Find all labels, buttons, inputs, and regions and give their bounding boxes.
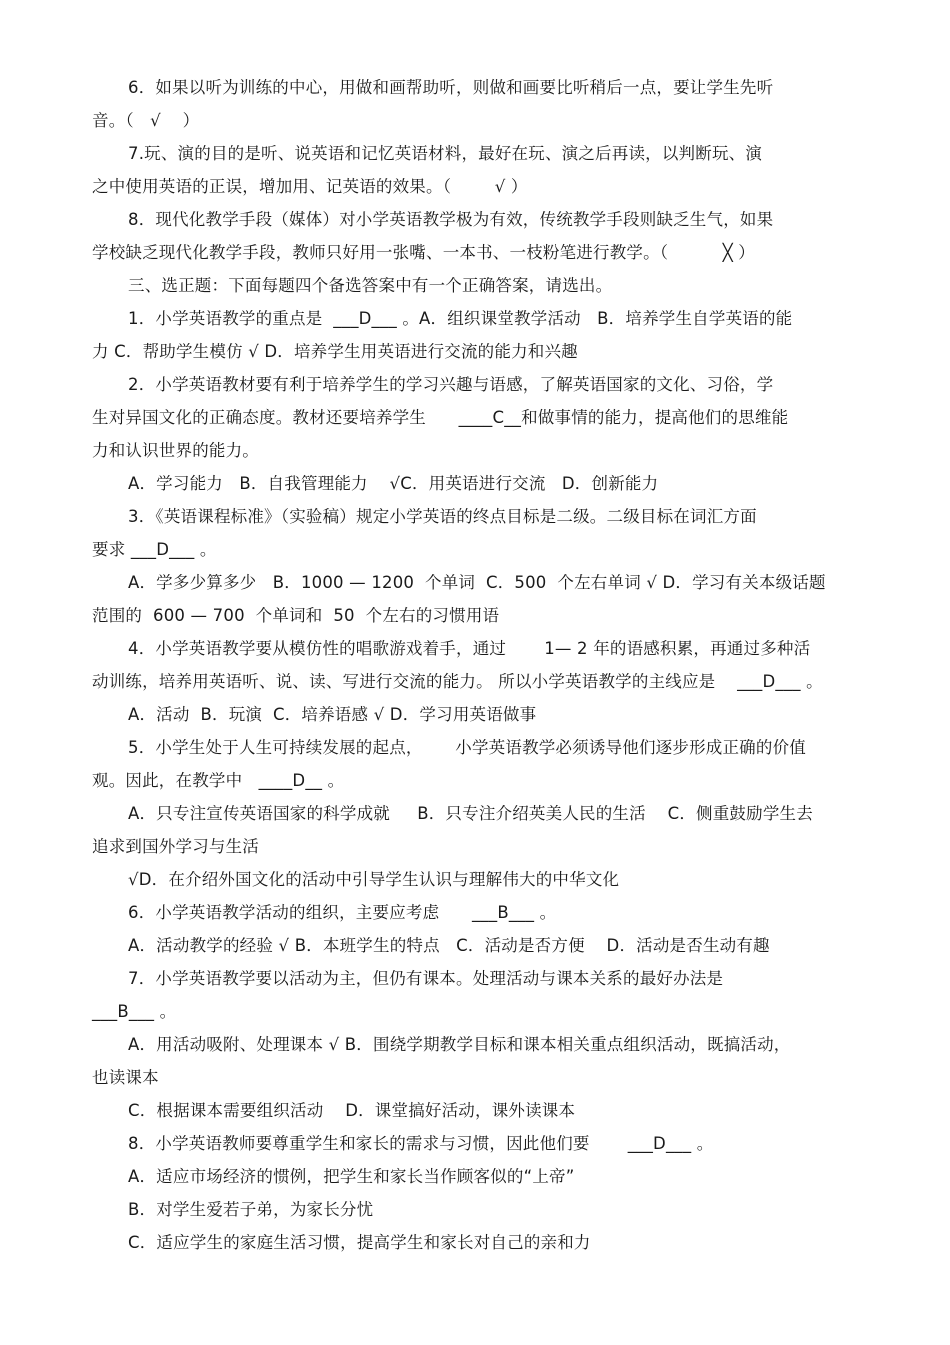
q7-judge-line1: 7.玩、演的目的是听、说英语和记忆英语材料，最好在玩、演之后再读，以判断玩、演 xyxy=(128,144,763,163)
mc-q5-line1: 5．小学生处于人生可持续发展的起点， 小学英语教学必须诱导他们逐步形成正确的价值 xyxy=(128,738,806,757)
mc-q6-options: A．活动教学的经验 √ B．本班学生的特点 C．活动是否方便 D．活动是否生动有趣 xyxy=(128,936,770,955)
mc-q4-options: A．活动 B．玩演 C．培养语感 √ D．学习用英语做事 xyxy=(128,705,537,724)
q6-judge-line2: 音。（ √ ） xyxy=(92,111,200,130)
mc-q8-option-b: B．对学生爱若子弟，为家长分忧 xyxy=(128,1200,374,1219)
section-heading: 三、选正题：下面每题四个备选答案中有一个正确答案，请选出。 xyxy=(128,276,613,295)
mc-q7-options-line2: 也读课本 xyxy=(92,1068,159,1087)
mc-q2-line2: 生对异国文化的正确态度。教材还要培养学生 ____C__和做事情的能力，提高他们的思维能 xyxy=(92,408,789,427)
mc-q3-options-line2: 范围的 600 — 700 个单词和 50 个左右的习惯用语 xyxy=(92,606,500,625)
q7-judge-line2: 之中使用英语的正误，增加用、记英语的效果。（ √ ） xyxy=(92,177,528,196)
mc-q8-option-c: C．适应学生的家庭生活习惯，提高学生和家长对自己的亲和力 xyxy=(128,1233,591,1252)
mc-q3-options-line1: A．学多少算多少 B．1000 — 1200 个单词 C．500 个左右单词 √ D．学习有关本级话题 xyxy=(128,573,826,592)
mc-q7-line1: 7．小学英语教学要以活动为主，但仍有课本。处理活动与课本关系的最好办法是 xyxy=(128,969,724,988)
mc-q5-option-d: √D．在介绍外国文化的活动中引导学生认识与理解伟大的中华文化 xyxy=(128,870,620,889)
mc-q8-line1: 8．小学英语教师要尊重学生和家长的需求与习惯，因此他们要 ___D___ 。 xyxy=(128,1134,714,1153)
mc-q4-line2: 动训练，培养用英语听、说、读、写进行交流的能力。 所以小学英语教学的主线应是 ___D___ 。 xyxy=(92,672,823,691)
mc-q2-options: A．学习能力 B．自我管理能力 √C．用英语进行交流 D．创新能力 xyxy=(128,474,659,493)
mc-q2-line1: 2．小学英语教材要有利于培养学生的学习兴趣与语感，了解英语国家的文化、习俗，学 xyxy=(128,375,774,394)
mc-q1-line2: 力 C．帮助学生模仿 √ D．培养学生用英语进行交流的能力和兴趣 xyxy=(92,342,578,361)
mc-q4-line1: 4．小学英语教学要从模仿性的唱歌游戏着手，通过 1— 2 年的语感积累，再通过多种活 xyxy=(128,639,811,658)
q8-judge-line2: 学校缺乏现代化教学手段，教师只好用一张嘴、一本书、一枝粉笔进行教学。（ ╳ ） xyxy=(92,243,755,262)
mc-q7-options-line1: A．用活动吸附、处理课本 √ B．围绕学期教学目标和课本相关重点组织活动，既搞活动， xyxy=(128,1035,791,1054)
mc-q5-options-line2: 追求到国外学习与生活 xyxy=(92,837,259,856)
mc-q1-line1: 1．小学英语教学的重点是 ___D___ 。A．组织课堂教学活动 B．培养学生自学英语的能 xyxy=(128,309,793,328)
mc-q7-options-line3: C．根据课本需要组织活动 D．课堂搞好活动，课外读课本 xyxy=(128,1101,576,1120)
q8-judge-line1: 8．现代化教学手段（媒体）对小学英语教学极为有效，传统教学手段则缺乏生气，如果 xyxy=(128,210,774,229)
q6-judge-line1: 6．如果以听为训练的中心，用做和画帮助听，则做和画要比听稍后一点，要让学生先听 xyxy=(128,78,774,97)
mc-q5-line2: 观。因此，在教学中 ____D__ 。 xyxy=(92,771,345,790)
mc-q2-line3: 力和认识世界的能力。 xyxy=(92,441,259,460)
mc-q3-line1: 3．《英语课程标准》（实验稿）规定小学英语的终点目标是二级。二级目标在词汇方面 xyxy=(128,507,757,526)
mc-q3-line2: 要求 ___D___ 。 xyxy=(92,540,217,559)
mc-q5-options-line1: A．只专注宣传英语国家的科学成就 B．只专注介绍英美人民的生活 C．侧重鼓励学生去 xyxy=(128,804,813,823)
mc-q6-line1: 6．小学英语教学活动的组织，主要应考虑 ___B___ 。 xyxy=(128,903,557,922)
mc-q7-line2: ___B___ 。 xyxy=(92,1002,177,1021)
mc-q8-option-a: A．适应市场经济的惯例，把学生和家长当作顾客似的“上帝” xyxy=(128,1167,575,1186)
